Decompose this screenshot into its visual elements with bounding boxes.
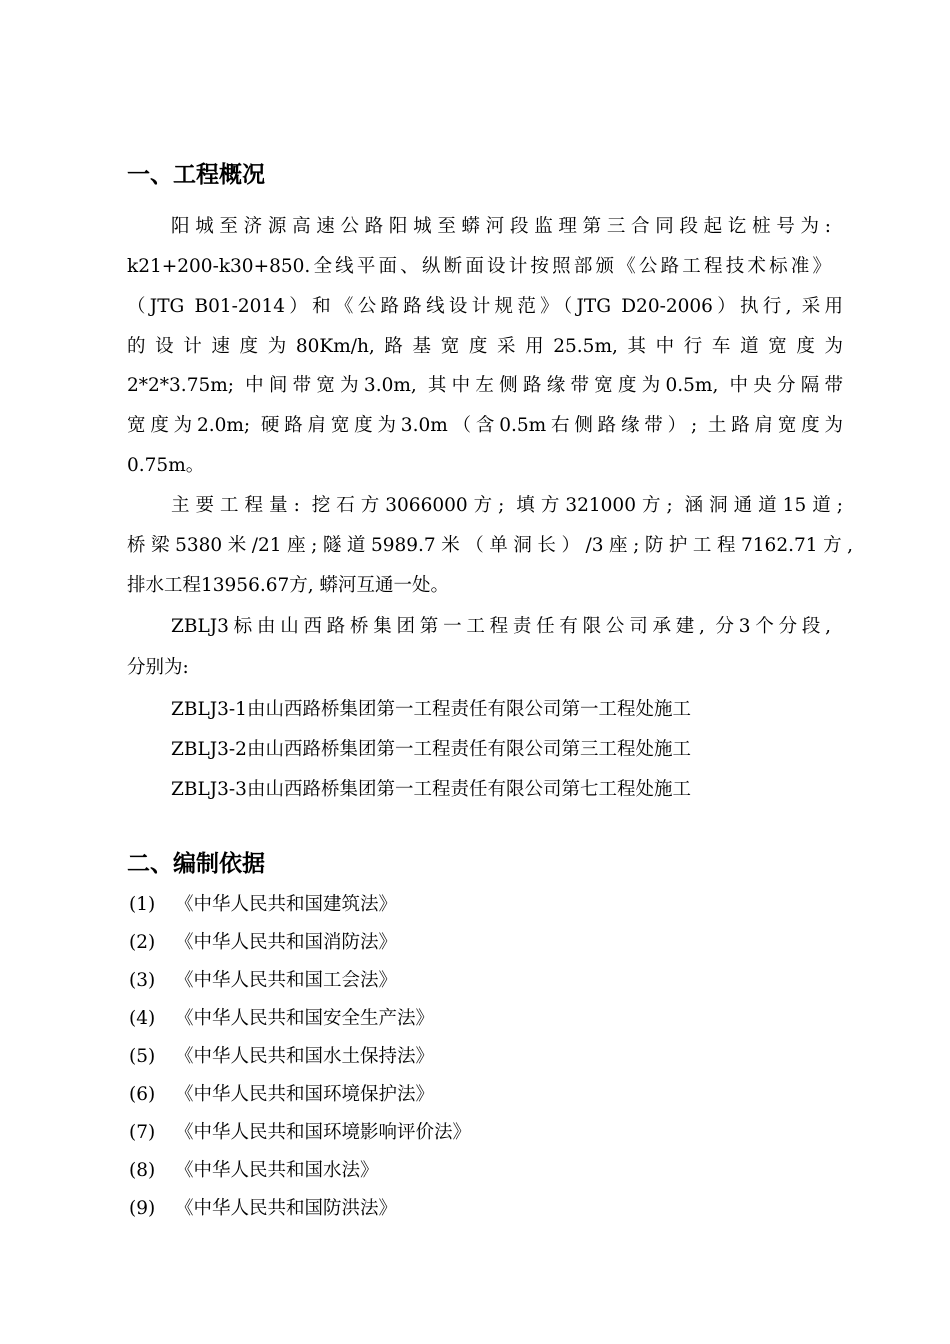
list-item-text: 《中华人民共和国环境影响评价法》: [175, 1122, 472, 1143]
list-item-number: (6): [129, 1084, 156, 1105]
list-item: [129, 1082, 434, 1108]
paragraph-line: 排水工程13956.67方, 蟒河互通一处。: [127, 575, 450, 596]
list-item-number: (3): [129, 970, 156, 991]
paragraph-line: ZBLJ3标由山西路桥集团第一工程责任有限公司承建, 分3个分段,: [171, 616, 831, 637]
list-item: [129, 1006, 434, 1032]
list-item: [129, 1120, 471, 1146]
paragraph-line: 分别为:: [127, 657, 189, 678]
segment-item: ZBLJ3-2由山西路桥集团第一工程责任有限公司第三工程处施工: [171, 739, 691, 760]
paragraph-line: 主要工程量: 挖石方3066000方; 填方321000方; 涵洞通道15道;: [171, 495, 843, 516]
list-item-number: (7): [129, 1122, 156, 1143]
list-item-number: (2): [129, 932, 156, 953]
paragraph-line: 阳城至济源高速公路阳城至蟒河段监理第三合同段起讫桩号为:: [171, 216, 831, 237]
paragraph-line: （JTG B01-2014）和《公路路线设计规范》（JTG D20-2006）执行, 采用: [127, 296, 843, 317]
list-item-number: (9): [129, 1198, 156, 1219]
list-item-number: (4): [129, 1008, 156, 1029]
section-heading-basis: 二、编制依据: [127, 851, 265, 877]
list-item: [129, 930, 397, 956]
list-item-text: 《中华人民共和国消防法》: [175, 932, 398, 953]
paragraph-line: 桥梁5380米/21座;隧道5989.7米（单洞长）/3座;防护工程7162.71方,: [127, 535, 853, 556]
list-item: [129, 1196, 397, 1222]
paragraph-line: 宽度为2.0m; 硬路肩宽度为3.0m（含0.5m右侧路缘带）; 土路肩宽度为: [127, 415, 843, 436]
list-item-text: 《中华人民共和国水土保持法》: [175, 1046, 435, 1067]
list-item-text: 《中华人民共和国安全生产法》: [175, 1008, 435, 1029]
paragraph-line: 的设计速度为80Km/h,路基宽度采用25.5m,其中行车道宽度为: [127, 336, 843, 357]
paragraph-line: 2*2*3.75m; 中间带宽为3.0m, 其中左侧路缘带宽度为0.5m, 中央分隔带: [127, 375, 843, 396]
list-item-number: (5): [129, 1046, 156, 1067]
list-item-text: 《中华人民共和国水法》: [175, 1160, 379, 1181]
list-item-text: 《中华人民共和国环境保护法》: [175, 1084, 435, 1105]
paragraph-line: 0.75m。: [127, 455, 205, 476]
list-item-number: (8): [129, 1160, 156, 1181]
list-item-text: 《中华人民共和国防洪法》: [175, 1198, 398, 1219]
segment-item: ZBLJ3-3由山西路桥集团第一工程责任有限公司第七工程处施工: [171, 779, 691, 800]
list-item: [129, 1044, 434, 1070]
list-item: [129, 968, 397, 994]
list-item-number: (1): [129, 894, 156, 915]
section-heading-overview: 一、工程概况: [127, 162, 265, 188]
paragraph-line: k21+200-k30+850.全线平面、纵断面设计按照部颁《公路工程技术标准》: [127, 256, 831, 277]
list-item-text: 《中华人民共和国工会法》: [175, 970, 398, 991]
segment-item: ZBLJ3-1由山西路桥集团第一工程责任有限公司第一工程处施工: [171, 699, 691, 720]
list-item: [129, 892, 397, 918]
list-item: [129, 1158, 379, 1184]
list-item-text: 《中华人民共和国建筑法》: [175, 894, 398, 915]
